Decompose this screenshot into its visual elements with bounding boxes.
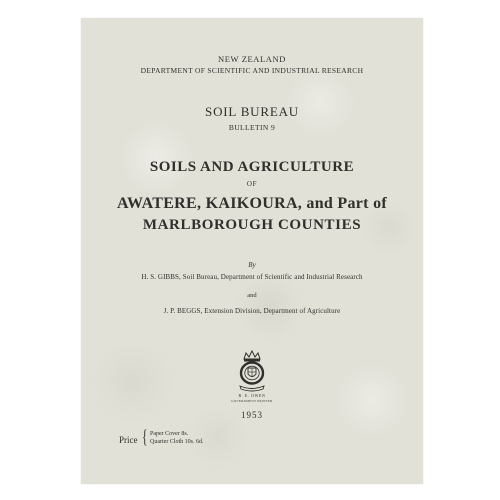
author-1: H. S. GIBBS, Soil Bureau, Department of Scientific and Industrial Research (141, 273, 363, 281)
price-quarter-cloth: Quarter Cloth 10s. 6d. (150, 439, 204, 445)
price-label: Price (119, 435, 138, 445)
and-label: and (247, 292, 257, 299)
price-paper-cover: Paper Cover 8s. (150, 431, 189, 437)
country-heading: NEW ZEALAND (217, 54, 287, 64)
main-title-line-3: MARLBOROUGH COUNTIES (142, 217, 362, 233)
royal-coat-of-arms-icon (233, 350, 271, 392)
publication-year: 1953 (241, 410, 263, 420)
series-title: SOIL BUREAU (205, 104, 299, 119)
printer-name: R. E. OWEN (238, 393, 266, 398)
bulletin-number: BULLETIN 9 (228, 123, 276, 132)
brace-icon: { (142, 427, 148, 448)
main-title-line-2: AWATERE, KAIKOURA, and Part of (116, 195, 388, 212)
main-title-of: OF (246, 180, 258, 188)
main-title-line-1: SOILS AND AGRICULTURE (149, 159, 355, 175)
author-2: J. P. BEGGS, Extension Division, Department of Agriculture (163, 307, 341, 315)
department-heading: DEPARTMENT OF SCIENTIFIC AND INDUSTRIAL RESEARCH (140, 66, 364, 75)
by-label: By (248, 261, 256, 269)
printer-title: GOVERNMENT PRINTER (231, 399, 273, 403)
bulletin-cover (81, 18, 423, 484)
